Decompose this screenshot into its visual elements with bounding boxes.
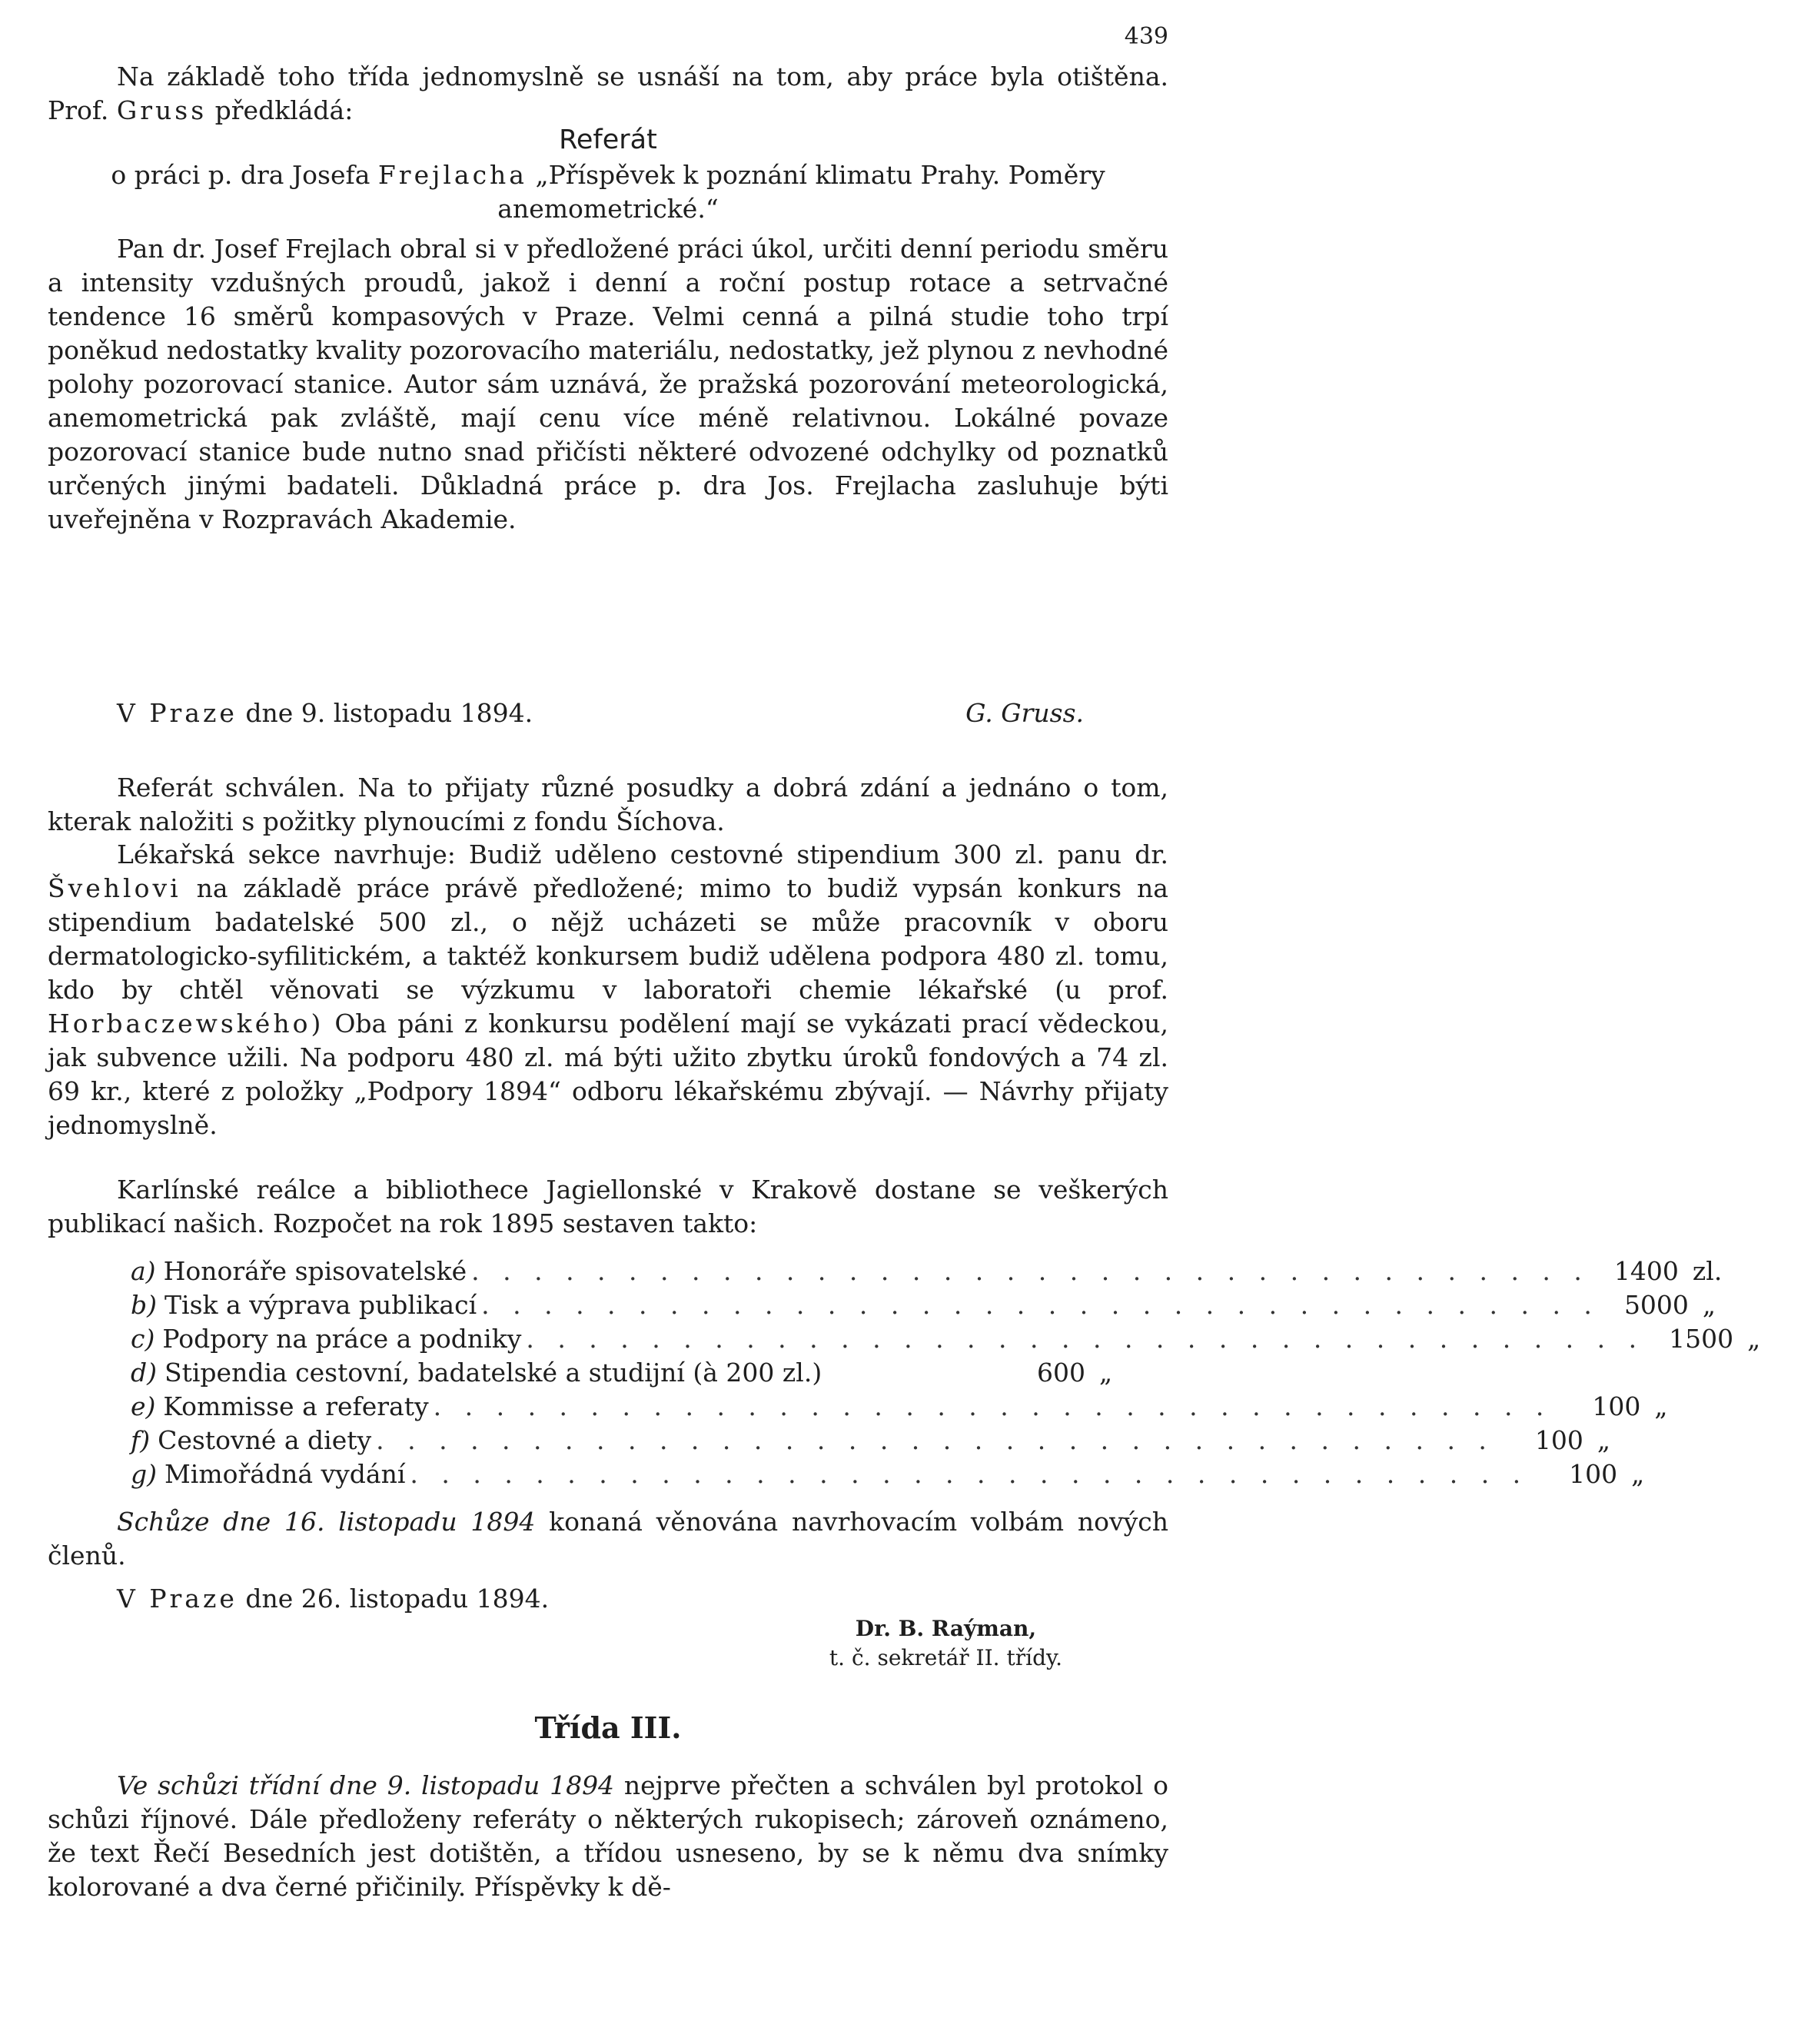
class-three-text: nejprve přečten a schválen byl protokol o schůzi říjnové. Dále předloženy referáty o některých rukopisech; zároveň oznámeno, že text Řečí Besedních jest dotištěn, a třídou usneseno, by se k němu dva snímky kolorované a dva černé přičinily. Příspěvky k dě- [48, 1770, 1168, 1902]
budget-letter: f) [131, 1425, 151, 1455]
budget-letter: d) [131, 1358, 157, 1388]
report-signature: G. Gruss. [965, 698, 1084, 728]
budget-unit: „ [1747, 1324, 1761, 1354]
paragraph-budget-intro [48, 1173, 1168, 1241]
budget-label: Tisk a výprava publikací [164, 1290, 477, 1320]
budget-letter: b) [131, 1290, 157, 1320]
report-subtitle-rest: „Příspěvek k poznání klimatu Prahy. Poměry anemometrické.“ [497, 160, 1105, 224]
closing-signature [829, 1614, 1062, 1673]
section-heading: Třída III. [534, 1710, 682, 1745]
intro-paragraph [48, 60, 1168, 128]
budget-unit: zl. [1692, 1256, 1723, 1286]
closing-date: dne 26. listopadu 1894. [245, 1584, 550, 1614]
report-subtitle-name: Frejlacha [377, 160, 527, 190]
budget-list [131, 1255, 1761, 1491]
report-date: dne 9. listopadu 1894. [245, 698, 533, 728]
budget-label: Cestovné a diety [158, 1425, 372, 1455]
intro-text: Na základě toho třída jednomyslně se usnáší na tom, aby práce byla otištěna. Prof. [48, 61, 1168, 125]
budget-unit: „ [1654, 1391, 1668, 1421]
budget-leader-dots: . . . . . . . . . . . . . . . . . . . . . . . . . . . . . . . . . . . . [471, 1256, 1590, 1286]
budget-unit: „ [1099, 1358, 1113, 1388]
paragraph-medical-section [48, 838, 1168, 1142]
budget-amount: 1500 [1669, 1324, 1734, 1354]
budget-letter: a) [131, 1256, 156, 1286]
budget-item [131, 1288, 1716, 1322]
medical-mid: na základě práce právě předložené; mimo to budiž vypsán konkurs na stipendium badatelské 500 zl., o nějž ucházeti se může pracovník v oboru dermatologicko-syfilitickém, a taktéž konkursem budiž udělena podpora 480 zl. tomu, kdo by chtěl věnovati se výzkumu v laboratoři chemie lékařské (u prof. [48, 873, 1168, 1005]
budget-item [131, 1322, 1761, 1356]
paragraph-budget-intro-text: Karlínské reálce a bibliothece Jagiellonské v Krakově dostane se veškerých publikací našich. Rozpočet na rok 1895 sestaven takto: [48, 1175, 1168, 1238]
budget-label: Kommisse a referaty [163, 1391, 429, 1421]
budget-item [131, 1356, 1153, 1390]
intro-tail: předkládá: [214, 95, 354, 125]
budget-label: Stipendia cestovní, badatelské a studijní (à 200 zl.) [164, 1358, 822, 1388]
budget-label: Honoráře spisovatelské [163, 1256, 467, 1286]
budget-unit: „ [1631, 1459, 1645, 1489]
medical-name-svehla: Švehlovi [48, 873, 181, 903]
report-subtitle-start: o práci p. dra Josefa [111, 160, 371, 190]
paragraph-referat-approved-text: Referát schválen. Na to přijaty různé posudky a dobrá zdání a jednáno o tom, kterak naložiti s požitky plynoucími z fondu Šíchova. [48, 773, 1168, 836]
budget-leader-dots: . . . . . . . . . . . . . . . . . . . . . . . . . . . . . . . . . . . . [481, 1290, 1600, 1320]
budget-letter: g) [131, 1459, 157, 1489]
budget-item [131, 1390, 1668, 1424]
budget-amount: 5000 [1623, 1290, 1689, 1320]
report-place: V Praze [117, 698, 238, 728]
budget-item [131, 1255, 1723, 1288]
budget-item [131, 1424, 1611, 1457]
budget-leader-dots: . . . . . . . . . . . . . . . . . . . . . . . . . . . . . . . . . . . . [410, 1459, 1529, 1489]
medical-name-horbaczewski: Horbaczewského) [48, 1009, 324, 1039]
budget-letter: c) [131, 1324, 155, 1354]
budget-letter: e) [131, 1391, 156, 1421]
closing-signature-name: Dr. B. Raýman, [855, 1616, 1037, 1641]
report-subtitle [48, 158, 1168, 226]
report-body [48, 232, 1168, 537]
budget-leader-dots: . . . . . . . . . . . . . . . . . . . . . . . . . . . . . . . . . . . . [433, 1391, 1552, 1421]
budget-leader-dots: . . . . . . . . . . . . . . . . . . . . . . . . . . . . . . . . . . . . [526, 1324, 1645, 1354]
closing-place: V Praze [117, 1584, 238, 1614]
session-16-rest: konaná věnována navrhovacím volbám nových členů. [48, 1507, 1168, 1570]
paragraph-session-16 [48, 1505, 1168, 1573]
paragraph-referat-approved [48, 771, 1168, 839]
budget-amount: 600 [1037, 1358, 1085, 1388]
class-three-italic: Ve schůzi třídní dne 9. listopadu 1894 [117, 1770, 615, 1800]
budget-amount: 1400 [1613, 1256, 1679, 1286]
page-number: 439 [1124, 23, 1168, 50]
report-title: Referát [559, 125, 657, 155]
budget-amount: 100 [1592, 1391, 1641, 1421]
closing-dateline [48, 1582, 1168, 1616]
session-16-italic: Schůze dne 16. listopadu 1894 [117, 1507, 536, 1537]
budget-leader-dots: . . . . . . . . . . . . . . . . . . . . . . . . . . . . . . . . . . . . [376, 1425, 1494, 1455]
budget-unit: „ [1597, 1425, 1611, 1455]
report-dateline [48, 696, 1168, 730]
budget-label: Mimořádná vydání [164, 1459, 406, 1489]
medical-start: Lékařská sekce navrhuje: Budiž uděleno cestovné stipendium 300 zl. panu dr. [117, 839, 1168, 869]
closing-signature-title: t. č. sekretář II. třídy. [829, 1645, 1062, 1670]
budget-unit: „ [1702, 1290, 1716, 1320]
budget-amount: 100 [1569, 1459, 1618, 1489]
budget-amount: 100 [1534, 1425, 1583, 1455]
paragraph-class-three [48, 1769, 1168, 1904]
intro-name: Gruss [116, 95, 208, 125]
budget-item [131, 1457, 1645, 1491]
medical-end: Oba páni z konkursu podělení mají se vykázati prací vědeckou, jak subvence užili. Na podporu 480 zl. má býti užito zbytku úroků fondových a 74 zl. 69 kr., které z položky „Podpory 1894“ odboru lékařskému zbývají. — Návrhy přijaty jednomyslně. [48, 1009, 1168, 1140]
report-body-text: Pan dr. Josef Frejlach obral si v předložené práci úkol, určiti denní periodu směru a intensity vzdušných proudů, jakož i denní a roční postup rotace a setrvačné tendence 16 směrů kompasových v Praze. Velmi cenná a pilná studie toho trpí poněkud nedostatky kvality pozorovacího materiálu, nedostatky, jež plynou z nevhodné polohy pozorovací stanice. Autor sám uznává, že pražská pozorování meteorologická, anemometrická pak zvláště, mají cenu více méně relativnou. Lokálné povaze pozorovací stanice bude nutno snad přičísti některé odvozené odchylky od poznatků určených jinými badateli. Důkladná práce p. dra Jos. Frejlacha zasluhuje býti uveřejněna v Rozpravách Akademie. [48, 234, 1168, 534]
budget-label: Podpory na práce a podniky [162, 1324, 522, 1354]
